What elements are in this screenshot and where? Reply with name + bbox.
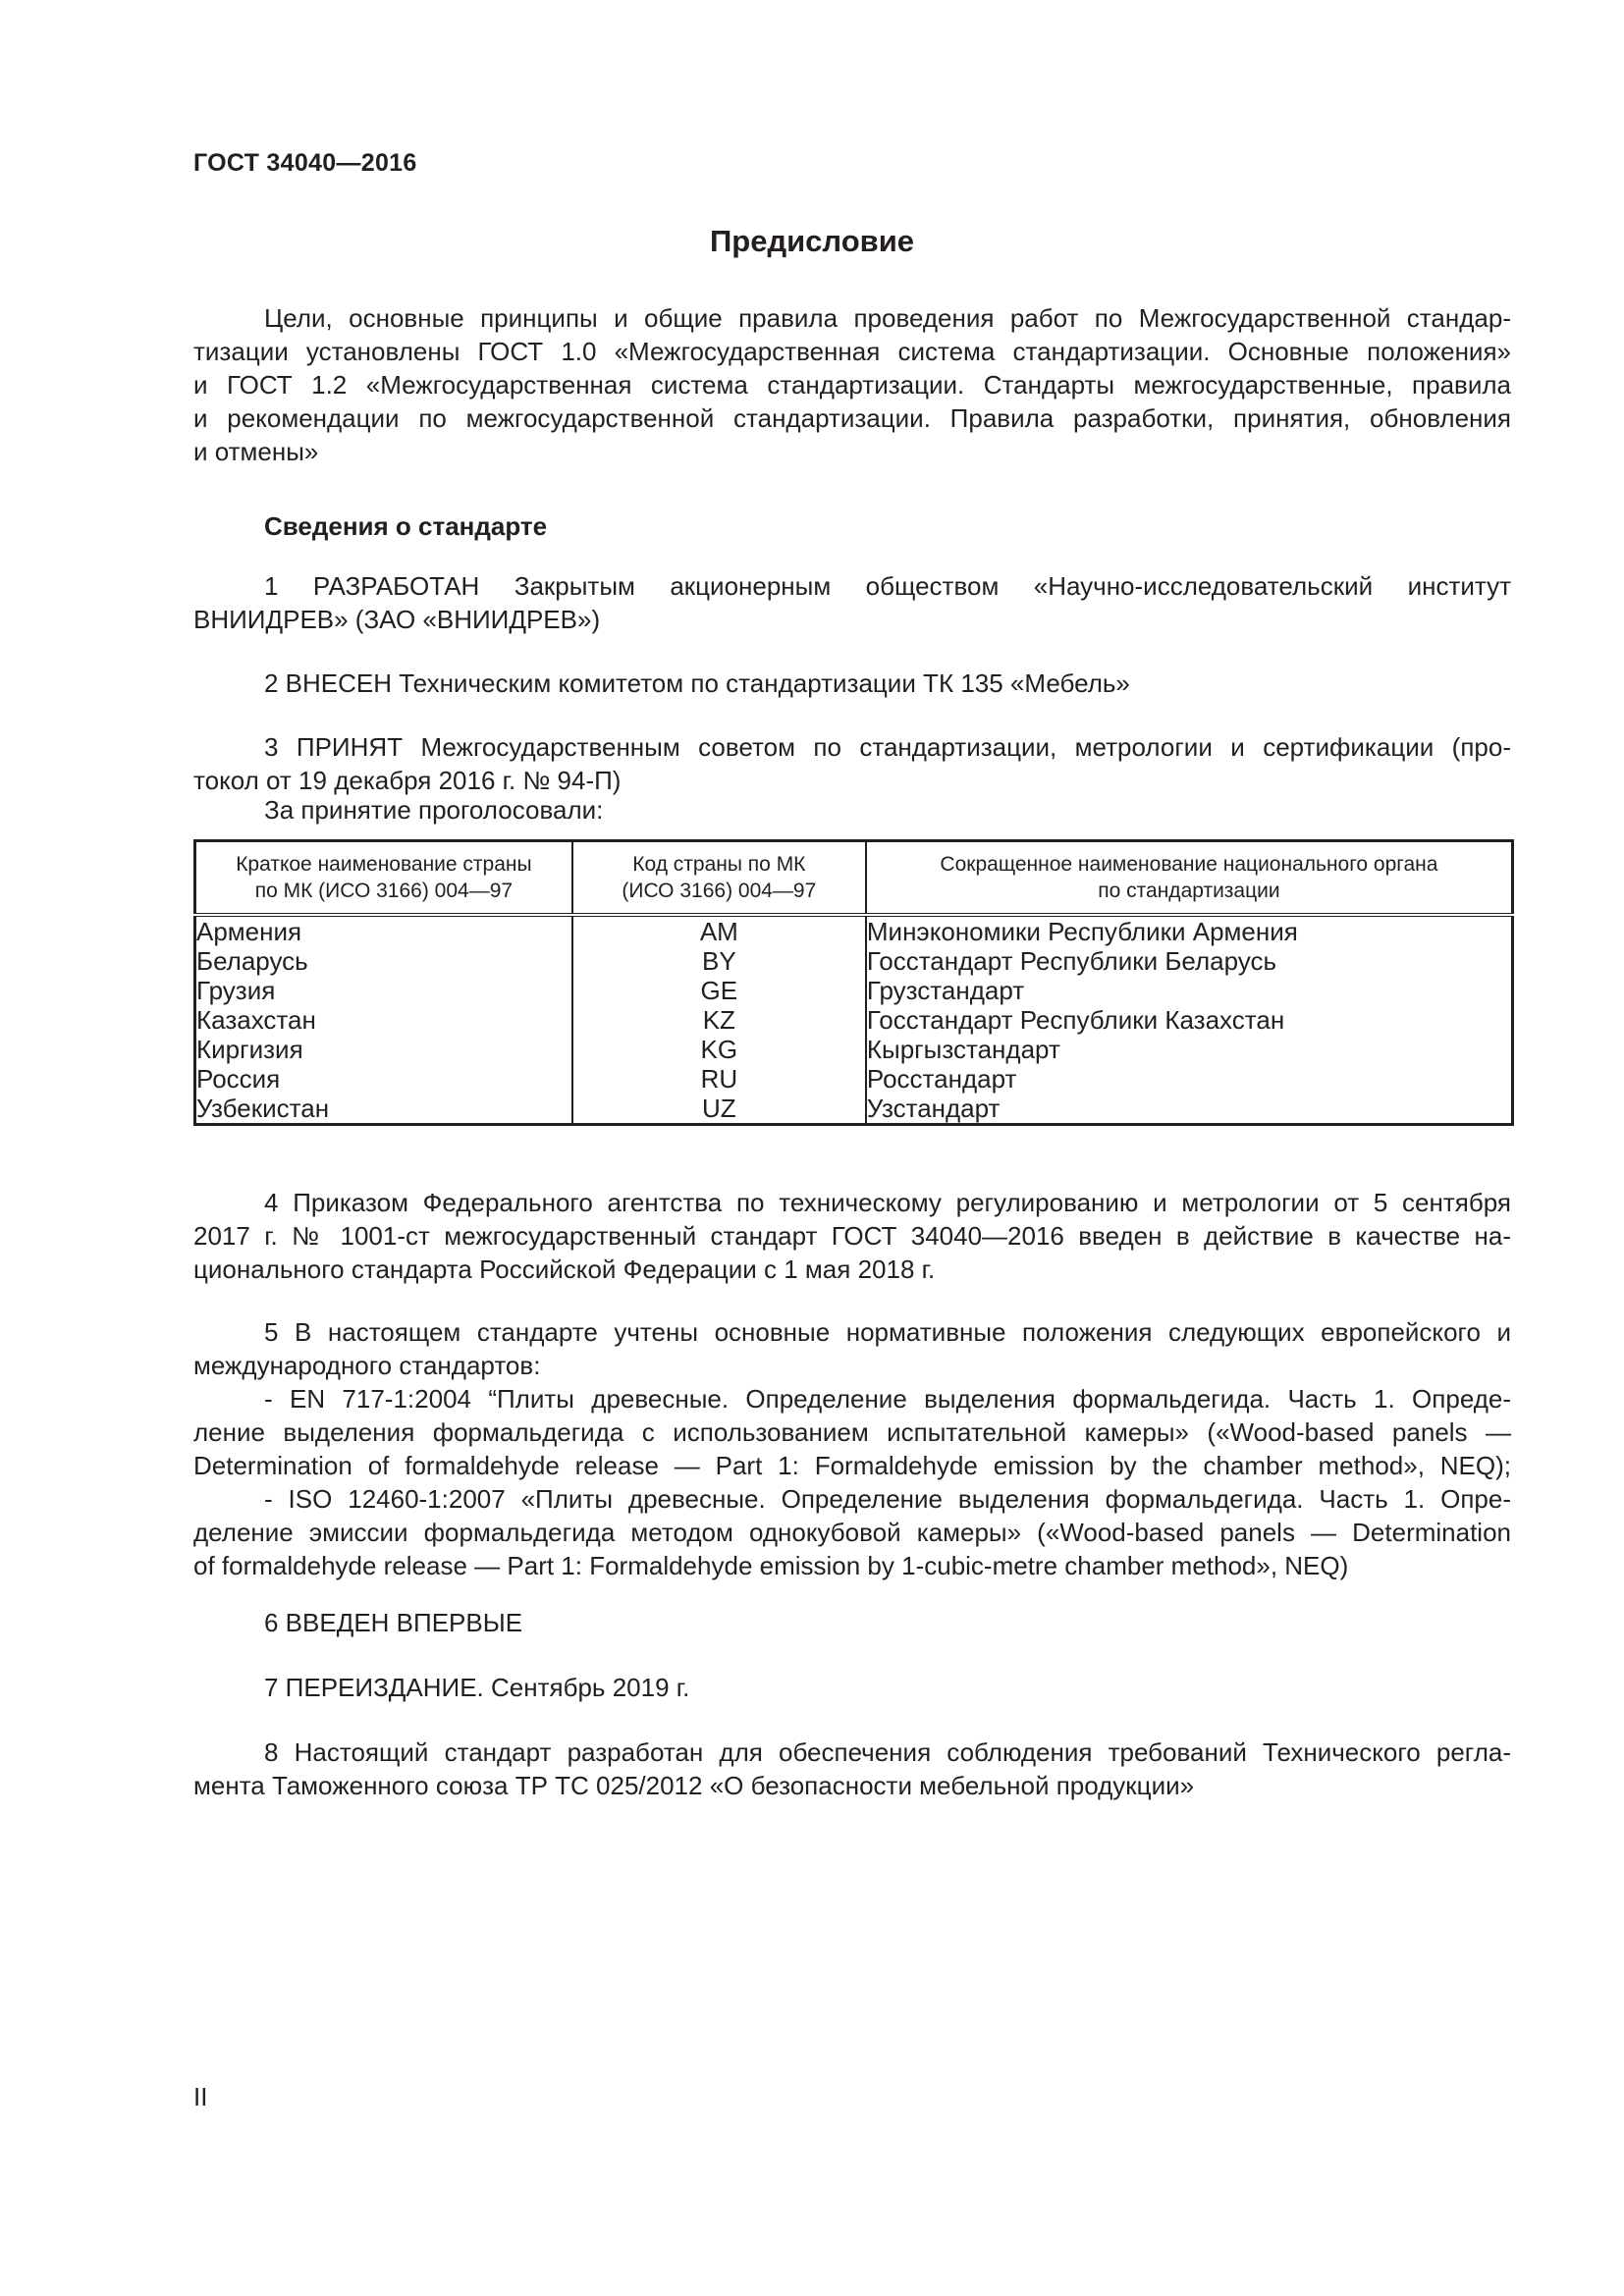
item-1-line: 1 РАЗРАБОТАН Закрытым акционерным обществом «Научно-исследовательский институт (264, 571, 1511, 601)
code-cell: UZ (702, 1094, 736, 1123)
item-7: 7 ПЕРЕИЗДАНИЕ. Сентябрь 2019 г. (264, 1673, 690, 1702)
item-5-line: ление выделения формальдегида с использованием испытательной камеры» («Wood-based panels — (193, 1417, 1511, 1447)
code-cell: AM (699, 917, 738, 946)
item-5-line: of formaldehyde release — Part 1: Formaldehyde emission by 1-cubic-metre chamber method», NEQ) (193, 1551, 1349, 1580)
intro-line: и отмены» (193, 437, 319, 466)
document-header: ГОСТ 34040—2016 (193, 149, 417, 177)
body-cell: Грузстандарт (866, 976, 1025, 1005)
header-code (572, 841, 866, 916)
table-header-row (195, 841, 1513, 916)
header-body (866, 841, 1513, 916)
item-8-line: 8 Настоящий стандарт разработан для обеспечения соблюдения требований Технического регла- (264, 1737, 1511, 1767)
item-4-line: 2017 г. № 1001-ст межгосударственный стандарт ГОСТ 34040—2016 введен в действие в качестве на- (193, 1221, 1511, 1251)
header-line: (ИСО 3166) 004—97 (622, 880, 817, 902)
body-cell: Госстандарт Республики Казахстан (866, 1005, 1285, 1035)
header-line: по стандартизации (1098, 880, 1280, 902)
body-cell: Кыргызстандарт (866, 1035, 1060, 1064)
country-cell: Узбекистан (196, 1094, 330, 1123)
voting-table (193, 839, 1514, 1126)
header-line: Код страны по МК (632, 853, 806, 876)
country-column (195, 915, 572, 1125)
code-cell: KZ (702, 1005, 735, 1035)
header-line: Краткое наименование страны (236, 853, 532, 876)
item-4 (193, 1186, 1511, 1286)
table-body-row (195, 915, 1513, 1125)
code-cell: GE (700, 976, 738, 1005)
item-1 (193, 569, 1511, 636)
country-cell: Казахстан (196, 1005, 316, 1035)
code-cell: KG (700, 1035, 738, 1064)
header-line: по МК (ИСО 3166) 004—97 (254, 880, 514, 902)
body-cell: Узстандарт (866, 1094, 1001, 1123)
item-4-line: ционального стандарта Российской Федерации с 1 мая 2018 г. (193, 1255, 936, 1284)
body-cell: Росстандарт (866, 1064, 1017, 1094)
item-5-line: - EN 717-1:2004 “Плиты древесные. Определение выделения формальдегида. Часть 1. Опреде- (264, 1384, 1511, 1414)
intro-line: и рекомендации по межгосударственной стандартизации. Правила разработки, принятия, обновления (193, 403, 1511, 433)
intro-line: тизации установлены ГОСТ 1.0 «Межгосударственная система стандартизации. Основные положения» (193, 337, 1511, 366)
item-6: 6 ВВЕДЕН ВПЕРВЫЕ (264, 1608, 523, 1637)
item-5-line: - ISO 12460-1:2007 «Плиты древесные. Определение выделения формальдегида. Часть 1. Опре- (264, 1484, 1511, 1514)
item-1-line: ВНИИДРЕВ» (ЗАО «ВНИИДРЕВ») (193, 605, 601, 634)
intro-line: Цели, основные принципы и общие правила проведения работ по Межгосударственной стандар- (264, 303, 1511, 333)
header-country (195, 841, 572, 916)
item-3 (193, 730, 1511, 797)
item-8-line: мента Таможенного союза ТР ТС 025/2012 «О безопасности мебельной продукции» (193, 1771, 1195, 1800)
country-cell: Киргизия (196, 1035, 303, 1064)
page-number: II (193, 2082, 208, 2111)
body-column (866, 915, 1513, 1125)
country-cell: Беларусь (196, 946, 308, 976)
item-5-line: международного стандартов: (193, 1351, 541, 1380)
item-5-line: Determination of formaldehyde release — Part 1: Formaldehyde emission by the chamber method», NEQ); (193, 1451, 1511, 1480)
item-2: 2 ВНЕСЕН Техническим комитетом по стандартизации ТК 135 «Мебель» (264, 668, 1130, 698)
item-5-line: 5 В настоящем стандарте учтены основные нормативные положения следующих европейского и (264, 1317, 1511, 1347)
header-line: Сокращенное наименование национального органа (940, 853, 1438, 876)
section-title: Сведения о стандарте (264, 511, 548, 541)
country-cell: Россия (196, 1064, 281, 1094)
item-5 (193, 1315, 1511, 1582)
item-3-line: токол от 19 декабря 2016 г. № 94-П) (193, 766, 622, 795)
voted-label: За принятие проголосовали: (264, 795, 604, 825)
code-column (572, 915, 866, 1125)
item-5-line: деление эмиссии формальдегида методом однокубовой камеры» («Wood-based panels — Determination (193, 1518, 1511, 1547)
item-4-line: 4 Приказом Федерального агентства по техническому регулированию и метрологии от 5 сентября (264, 1188, 1511, 1217)
body-cell: Госстандарт Республики Беларусь (866, 946, 1277, 976)
country-cell: Грузия (196, 976, 276, 1005)
intro-line: и ГОСТ 1.2 «Межгосударственная система стандартизации. Стандарты межгосударственные, правила (193, 370, 1511, 400)
item-3-line: 3 ПРИНЯТ Межгосударственным советом по стандартизации, метрологии и сертификации (про- (264, 732, 1511, 762)
intro-paragraph (193, 301, 1511, 468)
country-cell: Армения (196, 917, 302, 946)
code-cell: BY (702, 946, 736, 976)
body-cell: Минэкономики Республики Армения (866, 917, 1298, 946)
item-8 (193, 1735, 1511, 1802)
code-cell: RU (700, 1064, 738, 1094)
page-title: Предисловие (709, 224, 914, 258)
